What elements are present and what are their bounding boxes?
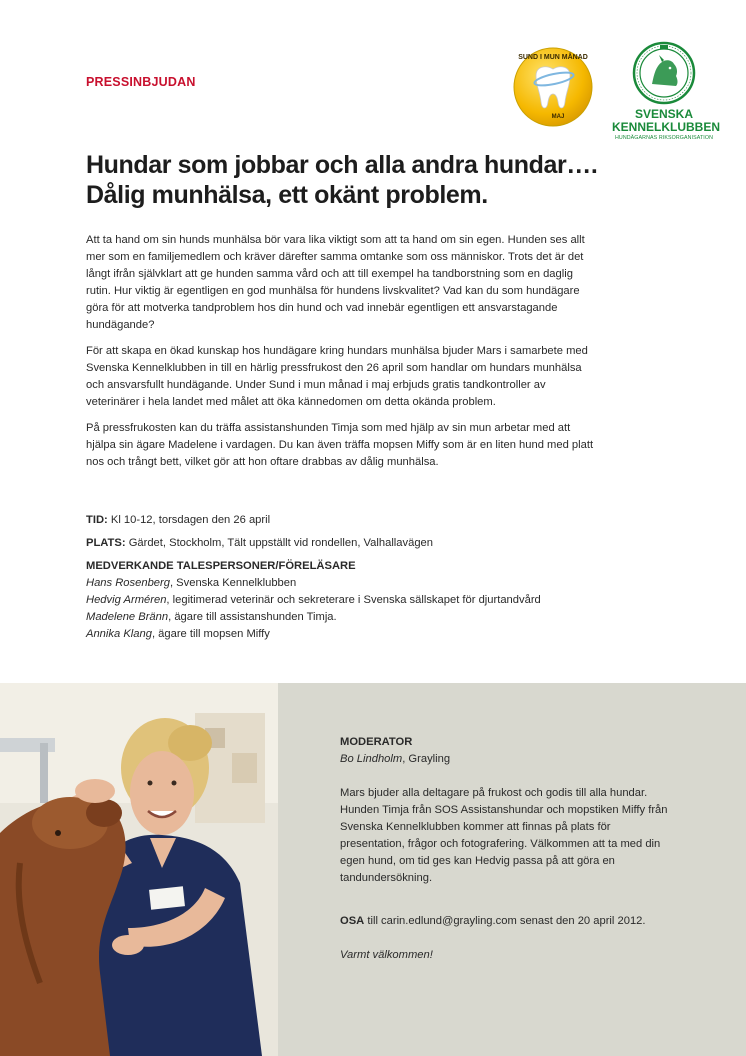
speaker-name: Annika Klang <box>86 628 152 640</box>
title-line-1: Hundar som jobbar och alla andra hundar…. <box>86 151 598 179</box>
page-title <box>86 150 666 210</box>
document-label: PRESSINBJUDAN <box>86 75 196 89</box>
closing-italic: Varmt välkommen! <box>340 949 433 961</box>
moderator-heading: MODERATOR <box>340 736 413 748</box>
paragraph: För att skapa en ökad kunskap hos hundägare kring hundars munhälsa bjuder Mars i samarbete med Svenska Kennelklubben in till en härlig pressfrukost den 26 april som handlar om hundars munhälsa och ansvarsfullt hundägande. Under Sund i mun månad i maj erbjuds gratis tandkontroller av veterinärer i hela landet med målet att öka kännedomen om detta okända problem. <box>86 345 588 408</box>
speaker-role: , legitimerad veterinär och sekreterare i Svenska sällskapet för djurtandvård <box>166 594 541 606</box>
time-row <box>86 512 646 529</box>
speaker-role: , ägare till mopsen Miffy <box>151 628 270 640</box>
badge-text: SUND I MUN MÅNAD <box>518 54 588 61</box>
sund-i-mun-badge-logo <box>512 46 594 128</box>
place-label: PLATS: <box>86 537 126 549</box>
place-row <box>86 535 646 552</box>
speaker-item <box>86 592 646 609</box>
moderator-line <box>340 751 670 768</box>
veterinarian-with-dog-photo <box>0 683 278 1056</box>
svenska-kennelklubben-logo <box>612 40 720 141</box>
badge-month: MAJ <box>551 114 565 120</box>
speaker-role: , ägare till assistanshunden Timja. <box>168 611 337 623</box>
speaker-name: Madelene Bränn <box>86 611 169 623</box>
speaker-item <box>86 609 646 626</box>
closing-text <box>340 947 670 964</box>
osa-label: OSA <box>340 915 365 927</box>
speaker-role: , Svenska Kennelklubben <box>169 577 297 589</box>
speaker-name: Hans Rosenberg <box>86 577 170 589</box>
invite-text: Mars bjuder alla deltagare på frukost och godis till alla hundar. Hunden Timja från SOS Assistanshundar och mopstiken Miffy från Svenska Kennelklubben kommer att finnas på plats för presentation, frågor och fotografering. Välkommen att ta med din egen hund, om tid ges kan Hedvig passa på att göra en tandundersökning. <box>340 787 668 884</box>
time-value: Kl 10-12, torsdagen den 26 april <box>110 514 271 526</box>
osa-line <box>340 913 670 930</box>
org-subtitle: HUNDÄGARNAS RIKSORGANISATION <box>614 135 714 141</box>
paragraph: På pressfrukosten kan du träffa assistanshunden Timja som med hjälp av sin mun arbetar med att hjälpa sin ägare Madelene i vardagen. Du kan även träffa mopsen Miffy som är en liten hund med platt nos och trångt bett, vilket gör att hon oftare drabbas av dålig munhälsa. <box>86 422 594 468</box>
speaker-item <box>86 626 646 643</box>
speaker-item <box>86 575 646 592</box>
org-name-line2: KENNELKLUBBEN <box>612 120 720 134</box>
body-text <box>86 232 594 480</box>
osa-text: till carin.edlund@grayling.com senast den 20 april 2012. <box>364 915 646 927</box>
place-value: Gärdet, Stockholm, Tält uppställt vid rondellen, Valhallavägen <box>128 537 433 549</box>
moderator-name: Bo Lindholm <box>340 753 403 765</box>
title-line-2: Dålig munhälsa, ett okänt problem. <box>86 181 488 209</box>
paragraph: Att ta hand om sin hunds munhälsa bör vara lika viktigt som att ta hand om sin egen. Hunden ses allt mer som en familjemedlem och kräver därefter samma omtanke som oss människor. Trots det är det långt ifrån självklart att ge hunden samma vård och att till exempel ha tandborstning som en daglig rutin. Hur viktig är egentligen en god munhälsa för hundens livskvalitet? Vad kan du som hundägare göra för att motverka tandproblem hos din hund och vad innebär egentligen ett ansvarstagande hundägande? <box>86 234 585 331</box>
kennel-seal-icon <box>632 40 696 106</box>
speakers-heading: MEDVERKANDE TALESPERSONER/FÖRELÄSARE <box>86 560 356 572</box>
org-name-line1: SVENSKA <box>634 107 693 121</box>
speaker-name: Hedvig Arméren <box>86 594 167 606</box>
event-info <box>86 512 646 643</box>
moderator-org: , Grayling <box>402 753 451 765</box>
time-label: TID: <box>86 514 108 526</box>
sidebar-info <box>340 734 670 964</box>
